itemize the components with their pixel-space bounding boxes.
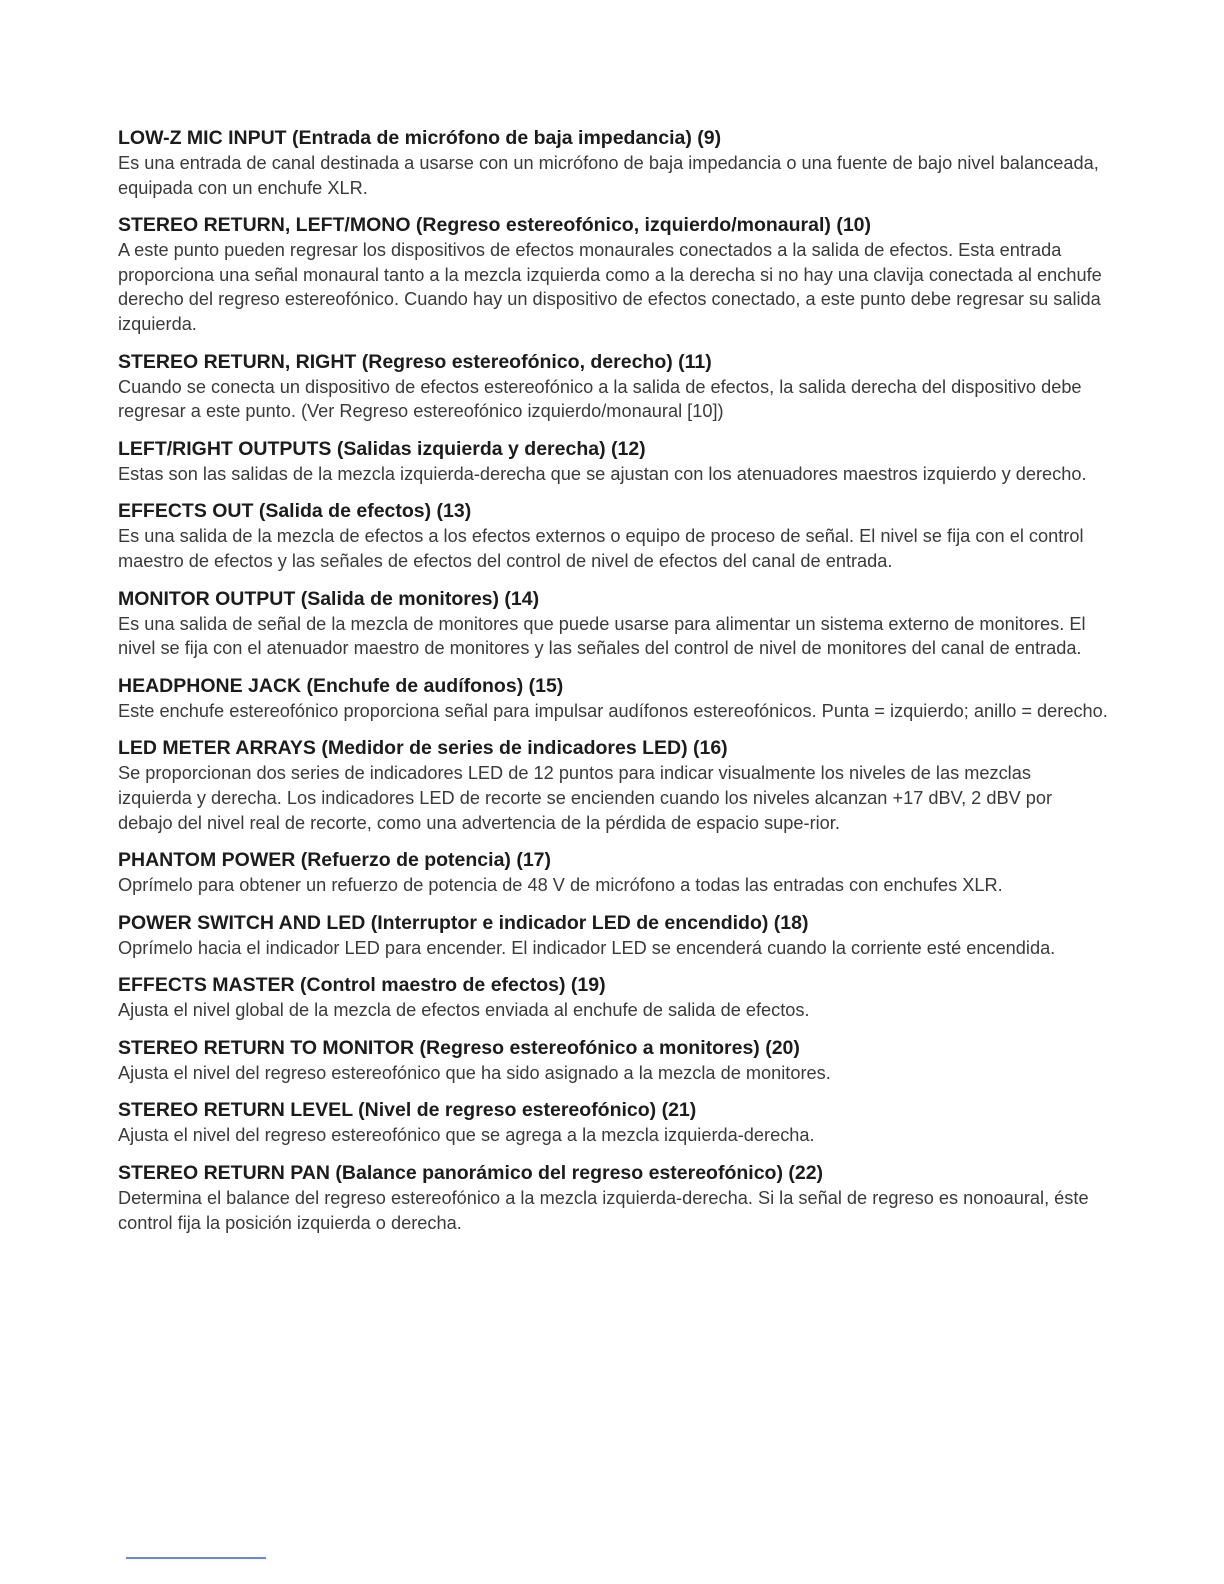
- entry-effects-out: [118, 499, 1108, 573]
- entry-text: Estas son las salidas de la mezcla izquierda-derecha que se ajustan con los atenuadores maestros izquierdo y derecho.: [118, 463, 1087, 484]
- entry-title: STEREO RETURN, LEFT/MONO (Regreso estereofónico, izquierdo/monaural) (10): [118, 214, 871, 237]
- entry-phantom-power: [118, 848, 1108, 898]
- entry-stereo-return-left-mono: [118, 213, 1108, 336]
- entry-left-right-outputs: [118, 437, 1108, 487]
- entry-text: Oprímelo para obtener un refuerzo de potencia de 48 V de micrófono a todas las entradas con enchufes XLR.: [118, 875, 1003, 896]
- entry-text: Ajusta el nivel del regreso estereofónico que se agrega a la mezcla izquierda-derecha.: [118, 1125, 815, 1146]
- entry-title: STEREO RETURN PAN (Balance panorámico del regreso estereofónico) (22): [118, 1162, 824, 1185]
- entry-title: LEFT/RIGHT OUTPUTS (Salidas izquierda y derecha) (12): [118, 437, 646, 460]
- entry-monitor-output: [118, 587, 1108, 661]
- entry-text: Ajusta el nivel global de la mezcla de efectos enviada al enchufe de salida de efectos.: [118, 1000, 810, 1021]
- entry-text: Oprímelo hacia el indicador LED para encender. El indicador LED se encenderá cuando la corriente esté encendida.: [118, 937, 1056, 958]
- entry-title: EFFECTS MASTER (Control maestro de efectos) (19): [118, 974, 606, 997]
- page-content: [118, 126, 1108, 1248]
- entry-led-meter-arrays: [118, 736, 1108, 835]
- entry-text: Es una entrada de canal destinada a usarse con un micrófono de baja impedancia o una fuente de bajo nivel balanceada, equipada con un enchufe XLR.: [118, 153, 1099, 198]
- entry-low-z-mic-input: [118, 126, 1108, 200]
- entry-title: LOW-Z MIC INPUT (Entrada de micrófono de baja impedancia) (9): [118, 127, 722, 149]
- entry-text: Es una salida de señal de la mezcla de monitores que puede usarse para alimentar un sistema externo de monitores. El nivel se fija con el atenuador maestro de monitores y las señales del control de nivel de monitores del canal de entrada.: [118, 613, 1086, 659]
- entry-title: HEADPHONE JACK (Enchufe de audífonos) (15): [118, 674, 564, 697]
- footer-rule: [126, 1557, 266, 1559]
- entry-effects-master: [118, 973, 1108, 1023]
- entry-text: Cuando se conecta un dispositivo de efectos estereofónico a la salida de efectos, la salida derecha del dispositivo debe regresar a este punto. (Ver Regreso estereofónico izquierdo/monaural [10]): [118, 376, 1082, 422]
- entry-title: POWER SWITCH AND LED (Interruptor e indicador LED de encendido) (18): [118, 911, 809, 934]
- entry-text: Ajusta el nivel del regreso estereofónico que ha sido asignado a la mezcla de monitores.: [118, 1062, 831, 1083]
- entry-text: Se proporcionan dos series de indicadores LED de 12 puntos para indicar visualmente los niveles de las mezclas izquierda y derecha. Los indicadores LED de recorte se encienden cuando los niveles alcanzan +17 dBV, 2 dBV por debajo del nivel real de recorte, como una advertencia de la pérdida de espacio supe-rior.: [118, 763, 1053, 833]
- entry-stereo-return-to-monitor: [118, 1036, 1108, 1086]
- entry-title: STEREO RETURN LEVEL (Nivel de regreso estereofónico) (21): [118, 1099, 697, 1122]
- entry-text: Este enchufe estereofónico proporciona señal para impulsar audífonos estereofónicos. Punta = izquierdo; anillo = derecho.: [118, 700, 1108, 721]
- entry-title: EFFECTS OUT (Salida de efectos) (13): [118, 500, 472, 523]
- entry-title: LED METER ARRAYS (Medidor de series de indicadores LED) (16): [118, 737, 728, 760]
- entry-text: Determina el balance del regreso estereofónico a la mezcla izquierda-derecha. Si la señal de regreso es nonoaural, éste control fija la posición izquierda o derecha.: [118, 1188, 1089, 1233]
- entry-stereo-return-level: [118, 1098, 1108, 1148]
- entry-title: PHANTOM POWER (Refuerzo de potencia) (17): [118, 849, 552, 872]
- entry-headphone-jack: [118, 674, 1108, 724]
- entry-text: Es una salida de la mezcla de efectos a los efectos externos o equipo de proceso de señal. El nivel se fija con el control maestro de efectos y las señales de efectos del control de nivel de efectos del canal de entrada.: [118, 526, 1084, 571]
- entry-stereo-return-pan: [118, 1161, 1108, 1235]
- entry-title: MONITOR OUTPUT (Salida de monitores) (14): [118, 587, 540, 610]
- entry-stereo-return-right: [118, 350, 1108, 424]
- entry-title: STEREO RETURN TO MONITOR (Regreso estereofónico a monitores) (20): [118, 1036, 800, 1059]
- entry-power-switch-and-led: [118, 911, 1108, 961]
- entry-text: A este punto pueden regresar los dispositivos de efectos monaurales conectados a la salida de efectos. Esta entrada proporciona una señal monaural tanto a la mezcla izquierda como a la derecha si no hay una clavija conectada al enchufe derecho del regreso estereofónico. Cuando hay un dispositivo de efectos conectado, a este punto debe regresar su salida izquierda.: [118, 240, 1102, 334]
- entry-title: STEREO RETURN, RIGHT (Regreso estereofónico, derecho) (11): [118, 350, 712, 373]
